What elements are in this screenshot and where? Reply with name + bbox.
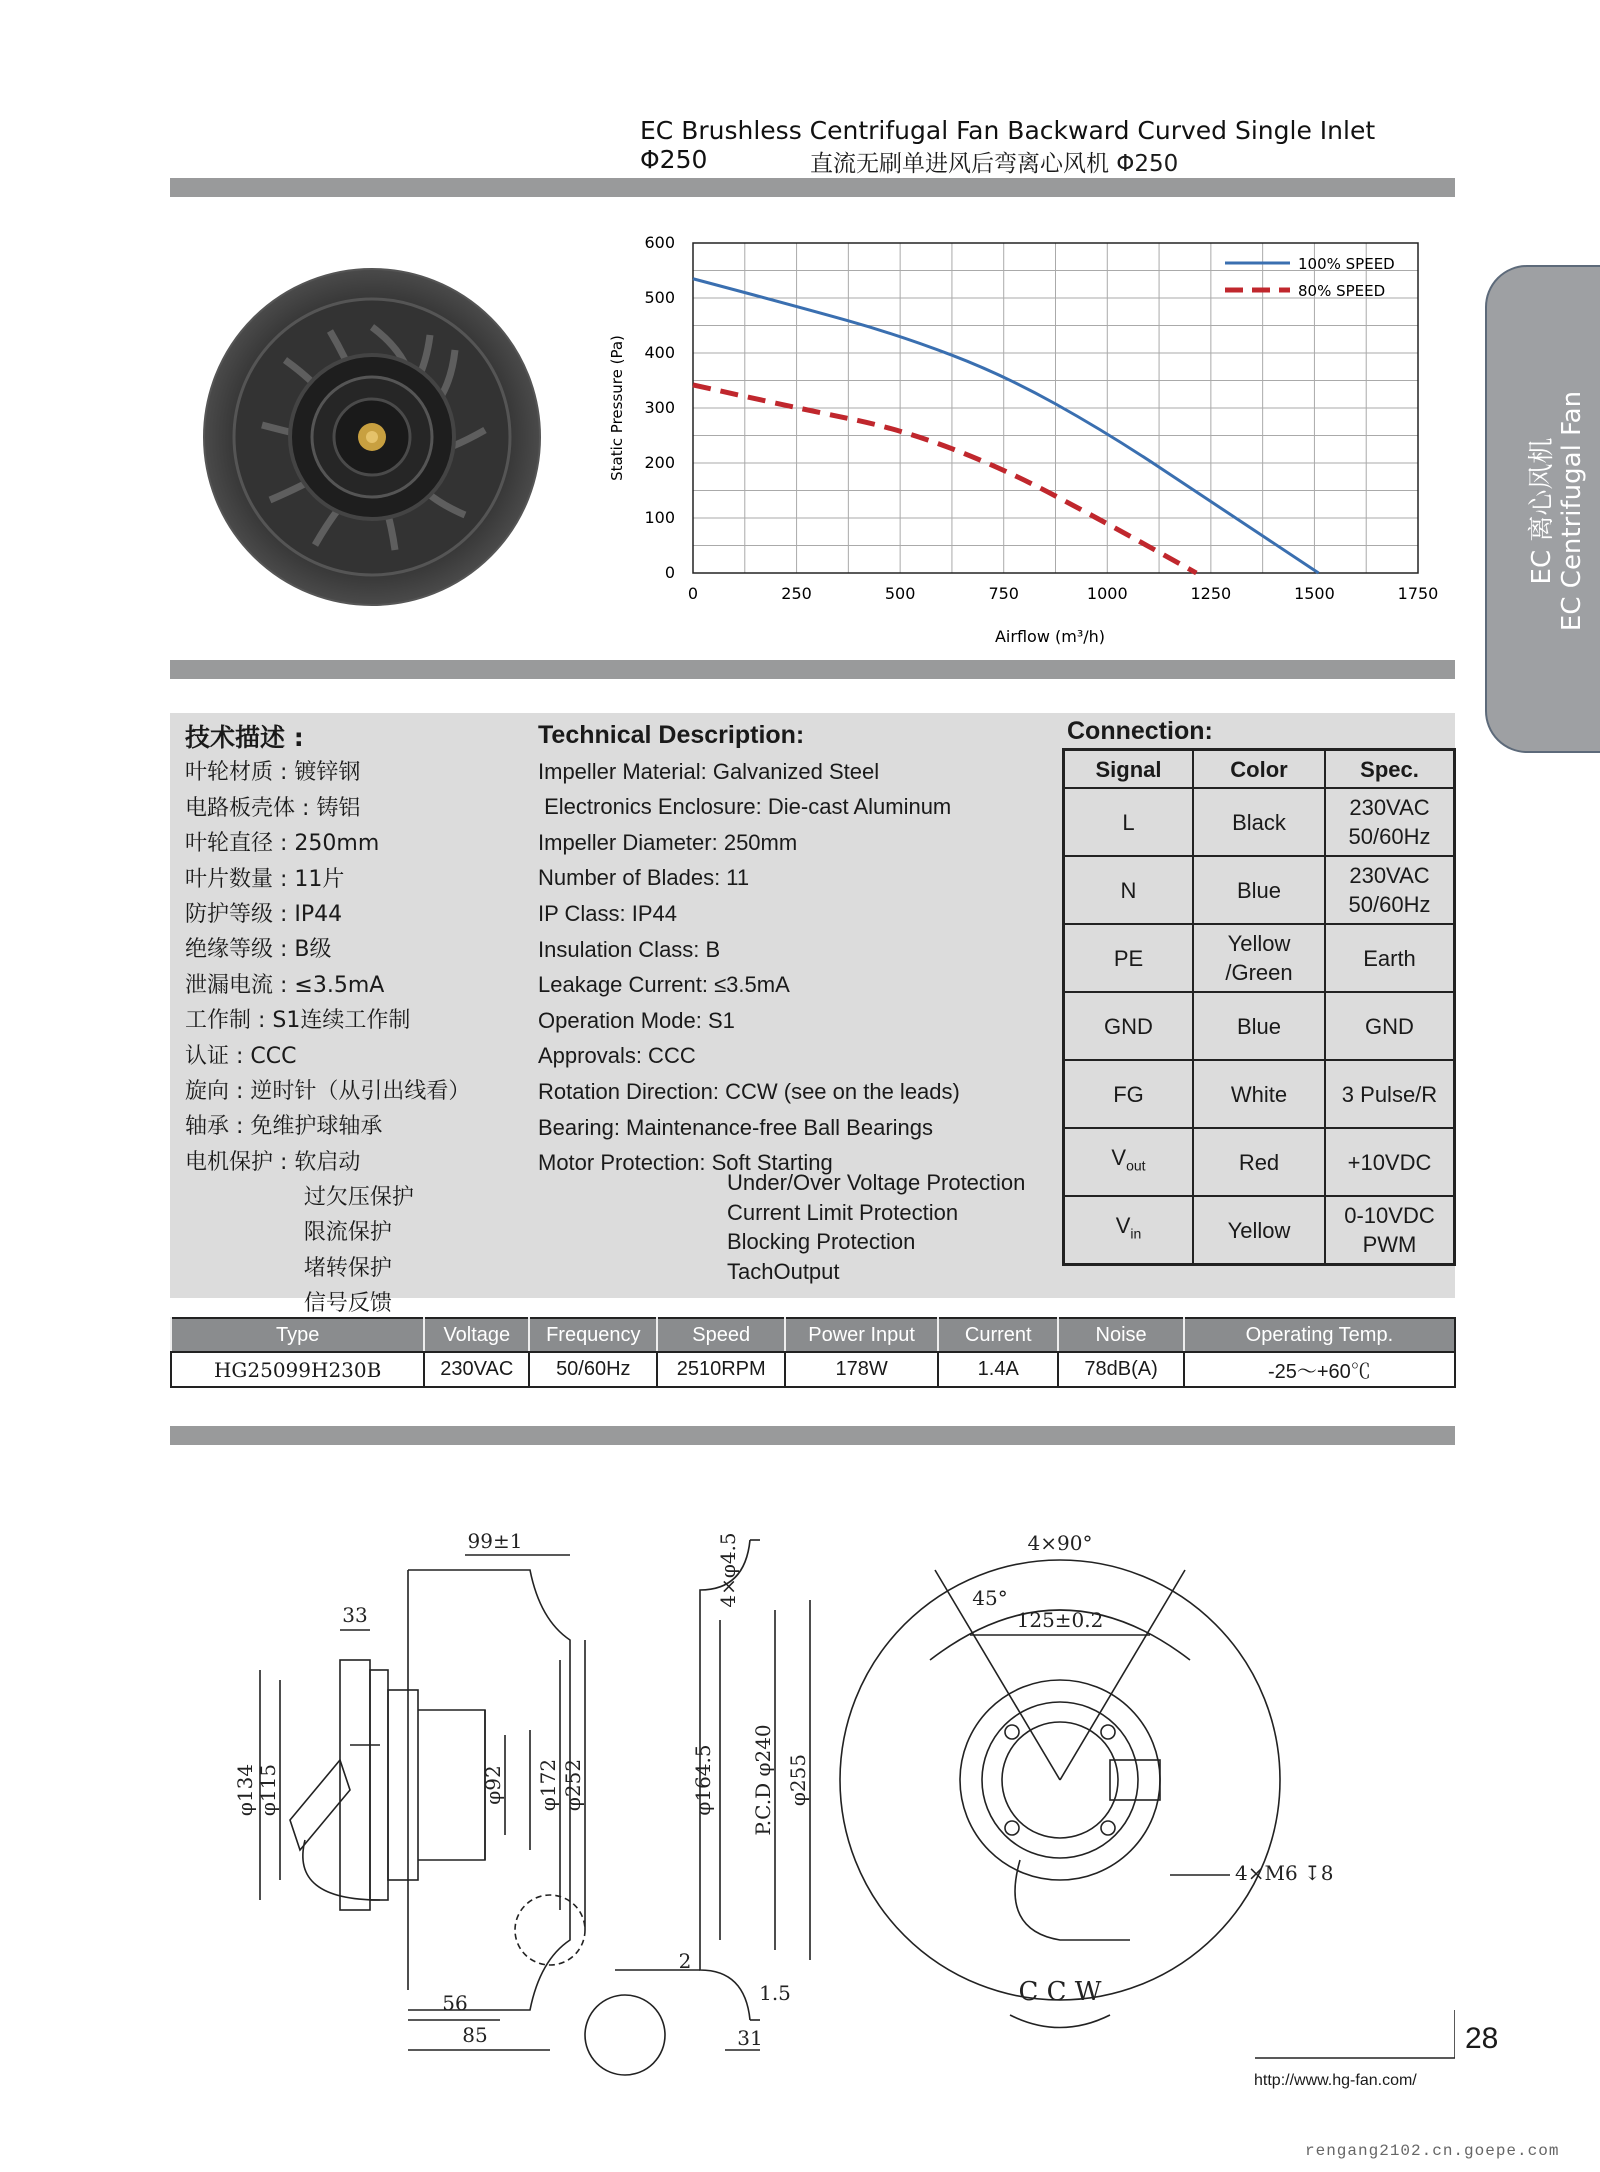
description-cn-line: 过欠压保护 (185, 1185, 414, 1211)
description-cn-line: 绝缘等级 : B级 (185, 937, 332, 963)
divider-bar (170, 178, 1455, 197)
description-cn-header: 技术描述 : (185, 723, 304, 752)
protection-list (727, 1168, 1025, 1286)
description-en-line: Motor Protection: Soft Starting (538, 1150, 833, 1176)
spec-header-cell: Operating Temp. (1184, 1318, 1455, 1352)
connection-signal (1064, 788, 1194, 856)
technical-drawings (230, 1460, 1380, 2080)
connection-spec: 0-10VDC PWM (1325, 1196, 1455, 1265)
dim-2-label: 2 (678, 1949, 692, 1973)
connection-color: Yellow /Green (1193, 924, 1325, 992)
angle-4x90-label: 4×90° (1027, 1531, 1093, 1555)
description-cn-line: 泄漏电流 : ≤3.5mA (185, 972, 385, 998)
section-view-labels (679, 1532, 810, 2050)
y-tick-label: 200 (644, 453, 675, 472)
y-tick-label: 500 (644, 288, 675, 307)
dim-85-label: 85 (462, 2023, 488, 2047)
protection-line: Blocking Protection (727, 1229, 916, 1254)
y-tick-label: 600 (644, 233, 675, 252)
conn-header-signal: Signal (1064, 750, 1194, 789)
dim-56-label: 56 (442, 1991, 468, 2015)
y-tick-label: 0 (664, 563, 675, 582)
description-cn-line: 防护等级 : IP44 (185, 901, 343, 927)
x-tick-label: 1500 (1294, 584, 1335, 603)
x-tick-label: 500 (884, 584, 916, 603)
connection-row (1064, 924, 1455, 992)
page-title-en: EC Brushless Centrifugal Fan Backward Curved Single Inlet Φ250 (640, 116, 1376, 174)
connection-signal-text: V (1115, 1213, 1131, 1239)
description-cn-line: 认证 : CCC (185, 1043, 297, 1069)
description-en-line: Insulation Class: B (538, 936, 721, 962)
connection-row (1064, 788, 1455, 856)
description-en (538, 718, 960, 1181)
performance-chart (590, 225, 1460, 655)
footer-url[interactable]: http://www.hg-fan.com/ (1254, 2072, 1417, 2089)
description-cn-line: 旋向 : 逆时针（从引出线看） (185, 1078, 471, 1104)
connection-row (1064, 1060, 1455, 1128)
y-tick-label: 400 (644, 343, 675, 362)
protection-line: Current Limit Protection (727, 1199, 959, 1225)
spec-header-cell: Current (938, 1318, 1058, 1352)
spec-header-cell: Noise (1058, 1318, 1183, 1352)
description-cn-line: 叶轮材质 : 镀锌钢 (185, 760, 361, 786)
series-line-80-speed (693, 385, 1196, 573)
spec-value-cell: 78dB(A) (1058, 1352, 1183, 1387)
connection-signal-subscript: out (1126, 1157, 1146, 1174)
connection-color: Yellow (1193, 1196, 1325, 1265)
connection-color: Blue (1193, 992, 1325, 1060)
description-en-line: Electronics Enclosure: Die-cast Aluminum (538, 794, 952, 820)
connection-spec: 230VAC 50/60Hz (1325, 856, 1455, 924)
description-en-header: Technical Description: (538, 721, 805, 749)
spec-header-cell: Speed (657, 1318, 785, 1352)
description-en-line: IP Class: IP44 (538, 900, 677, 926)
connection-signal-text: PE (1113, 945, 1144, 971)
dim-d134-label: φ134 (233, 1763, 257, 1817)
connection-color: Red (1193, 1128, 1325, 1196)
page-number: 28 (1465, 2022, 1499, 2055)
dim-125-label: 125±0.2 (1016, 1608, 1104, 1632)
spec-value-cell: HG25099H230B (171, 1352, 424, 1387)
connection-table (1062, 748, 1456, 1266)
connection-signal (1064, 1060, 1194, 1128)
description-en-line: Bearing: Maintenance-free Ball Bearings (538, 1114, 934, 1140)
connection-spec: Earth (1325, 924, 1455, 992)
description-cn-line: 信号反馈 (185, 1291, 392, 1317)
x-tick-label: 1250 (1190, 584, 1232, 603)
connection-signal (1064, 992, 1194, 1060)
spec-value-cell: 1.4A (938, 1352, 1058, 1387)
x-tick-label: 250 (781, 584, 812, 603)
dim-d92-label: φ92 (481, 1765, 505, 1805)
description-cn-line: 工作制 : S1连续工作制 (185, 1008, 411, 1034)
spec-table (170, 1317, 1456, 1388)
connection-signal-text: V (1111, 1145, 1127, 1171)
protection-line: Under/Over Voltage Protection (727, 1170, 1026, 1195)
connection-title: Connection: (1067, 717, 1213, 745)
description-cn-line: 叶轮直径 : 250mm (185, 831, 380, 857)
connection-spec: 230VAC 50/60Hz (1325, 788, 1455, 856)
x-axis-label: Airflow (m³/h) (994, 627, 1106, 646)
side-tab-en: EC Centrifugal Fan (1557, 390, 1587, 632)
side-tab-cn: EC 离心风机 (1527, 437, 1557, 585)
connection-row (1064, 1128, 1455, 1196)
dim-1-5-label: 1.5 (759, 1981, 791, 2005)
dim-m6-label: 4×M6 ↧8 (1235, 1861, 1334, 1885)
connection-spec: GND (1325, 992, 1455, 1060)
connection-color: Black (1193, 788, 1325, 856)
connection-signal-subscript: in (1130, 1225, 1142, 1242)
dim-d164-label: φ164.5 (691, 1744, 715, 1816)
side-tab-text (1527, 391, 1587, 631)
description-cn-line: 限流保护 (185, 1220, 392, 1246)
description-cn-line: 叶片数量 : 11片 (185, 866, 345, 892)
description-cn-line: 轴承 : 免维护球轴承 (185, 1114, 383, 1140)
description-en-line: Rotation Direction: CCW (see on the leads) (538, 1078, 960, 1104)
connection-signal (1064, 856, 1194, 924)
description-cn-line: 电机保护 : 软启动 (185, 1149, 361, 1175)
spec-header-cell: Voltage (424, 1318, 529, 1352)
page-title-cn: 直流无刷单进风后弯离心风机 Φ250 (810, 151, 1179, 177)
description-cn-line: 堵转保护 (185, 1255, 392, 1281)
conn-header-color: Color (1193, 750, 1325, 789)
connection-spec: +10VDC (1325, 1128, 1455, 1196)
description-cn-line: 电路板壳体 : 铸铝 (185, 795, 361, 821)
dim-width-label: 99±1 (467, 1529, 523, 1553)
dim-d115-label: φ115 (256, 1763, 280, 1817)
connection-signal-text: L (1122, 809, 1135, 835)
spec-value-cell: 2510RPM (657, 1352, 785, 1387)
dim-pcd-label: P.C.D φ240 (751, 1724, 775, 1836)
description-cn (185, 720, 470, 1322)
side-view-labels (233, 1529, 585, 2047)
connection-row (1064, 1196, 1455, 1265)
footer-divider (1255, 2010, 1455, 2070)
legend-label-100: 100% SPEED (1298, 255, 1395, 273)
divider-bar (170, 1426, 1455, 1445)
description-en-line: Operation Mode: S1 (538, 1007, 735, 1033)
side-category-tab (1485, 265, 1600, 753)
protection-line: TachOutput (727, 1258, 840, 1284)
connection-spec: 3 Pulse/R (1325, 1060, 1455, 1128)
description-en-line: Number of Blades: 11 (538, 865, 750, 891)
dim-d252-label: φ252 (561, 1758, 585, 1812)
y-tick-label: 100 (644, 508, 675, 527)
x-tick-label: 750 (988, 584, 1019, 603)
x-tick-label: 1750 (1397, 584, 1439, 603)
connection-signal-text: FG (1113, 1081, 1144, 1107)
spec-header-cell: Power Input (785, 1318, 938, 1352)
fan-photo (200, 265, 545, 610)
spec-value-cell: -25～+60℃ (1184, 1352, 1455, 1387)
connection-signal-text: N (1120, 877, 1137, 903)
rotation-label: C C W (1018, 1977, 1102, 2007)
connection-row (1064, 992, 1455, 1060)
connection-color: Blue (1193, 856, 1325, 924)
dim-d255-label: φ255 (786, 1753, 810, 1807)
y-axis-label: Static Pressure (Pa) (608, 335, 626, 481)
chart-legend (1225, 255, 1395, 300)
description-en-line: Impeller Diameter: 250mm (538, 829, 798, 855)
description-en-line: Impeller Material: Galvanized Steel (538, 758, 880, 784)
spec-header-cell: Type (171, 1318, 424, 1352)
divider-bar (170, 660, 1455, 679)
watermark-text: rengang2102.cn.goepe.com (1305, 2142, 1560, 2160)
angle-45-label: 45° (972, 1586, 1008, 1610)
spec-value-cell: 230VAC (424, 1352, 529, 1387)
legend-label-80: 80% SPEED (1298, 282, 1386, 300)
connection-signal-text: GND (1104, 1013, 1153, 1039)
series-line-100-speed (693, 279, 1319, 573)
description-en-line: Approvals: CCC (538, 1043, 696, 1069)
dim-31-label: 31 (737, 2026, 763, 2050)
dim-33-label: 33 (342, 1603, 368, 1627)
x-tick-label: 1000 (1086, 584, 1128, 603)
description-en-line: Leakage Current: ≤3.5mA (538, 972, 790, 998)
connection-color: White (1193, 1060, 1325, 1128)
connection-signal (1064, 924, 1194, 992)
spec-value-cell: 50/60Hz (529, 1352, 657, 1387)
dim-holes-label: 4×φ4.5 (716, 1532, 740, 1608)
y-tick-label: 300 (644, 398, 675, 417)
connection-row (1064, 856, 1455, 924)
x-tick-label: 0 (687, 584, 699, 603)
spec-value-cell: 178W (785, 1352, 938, 1387)
spec-header-cell: Frequency (529, 1318, 657, 1352)
conn-header-spec: Spec. (1325, 750, 1455, 789)
dim-d172-label: φ172 (536, 1758, 560, 1812)
connection-signal (1064, 1128, 1194, 1196)
connection-signal (1064, 1196, 1194, 1265)
